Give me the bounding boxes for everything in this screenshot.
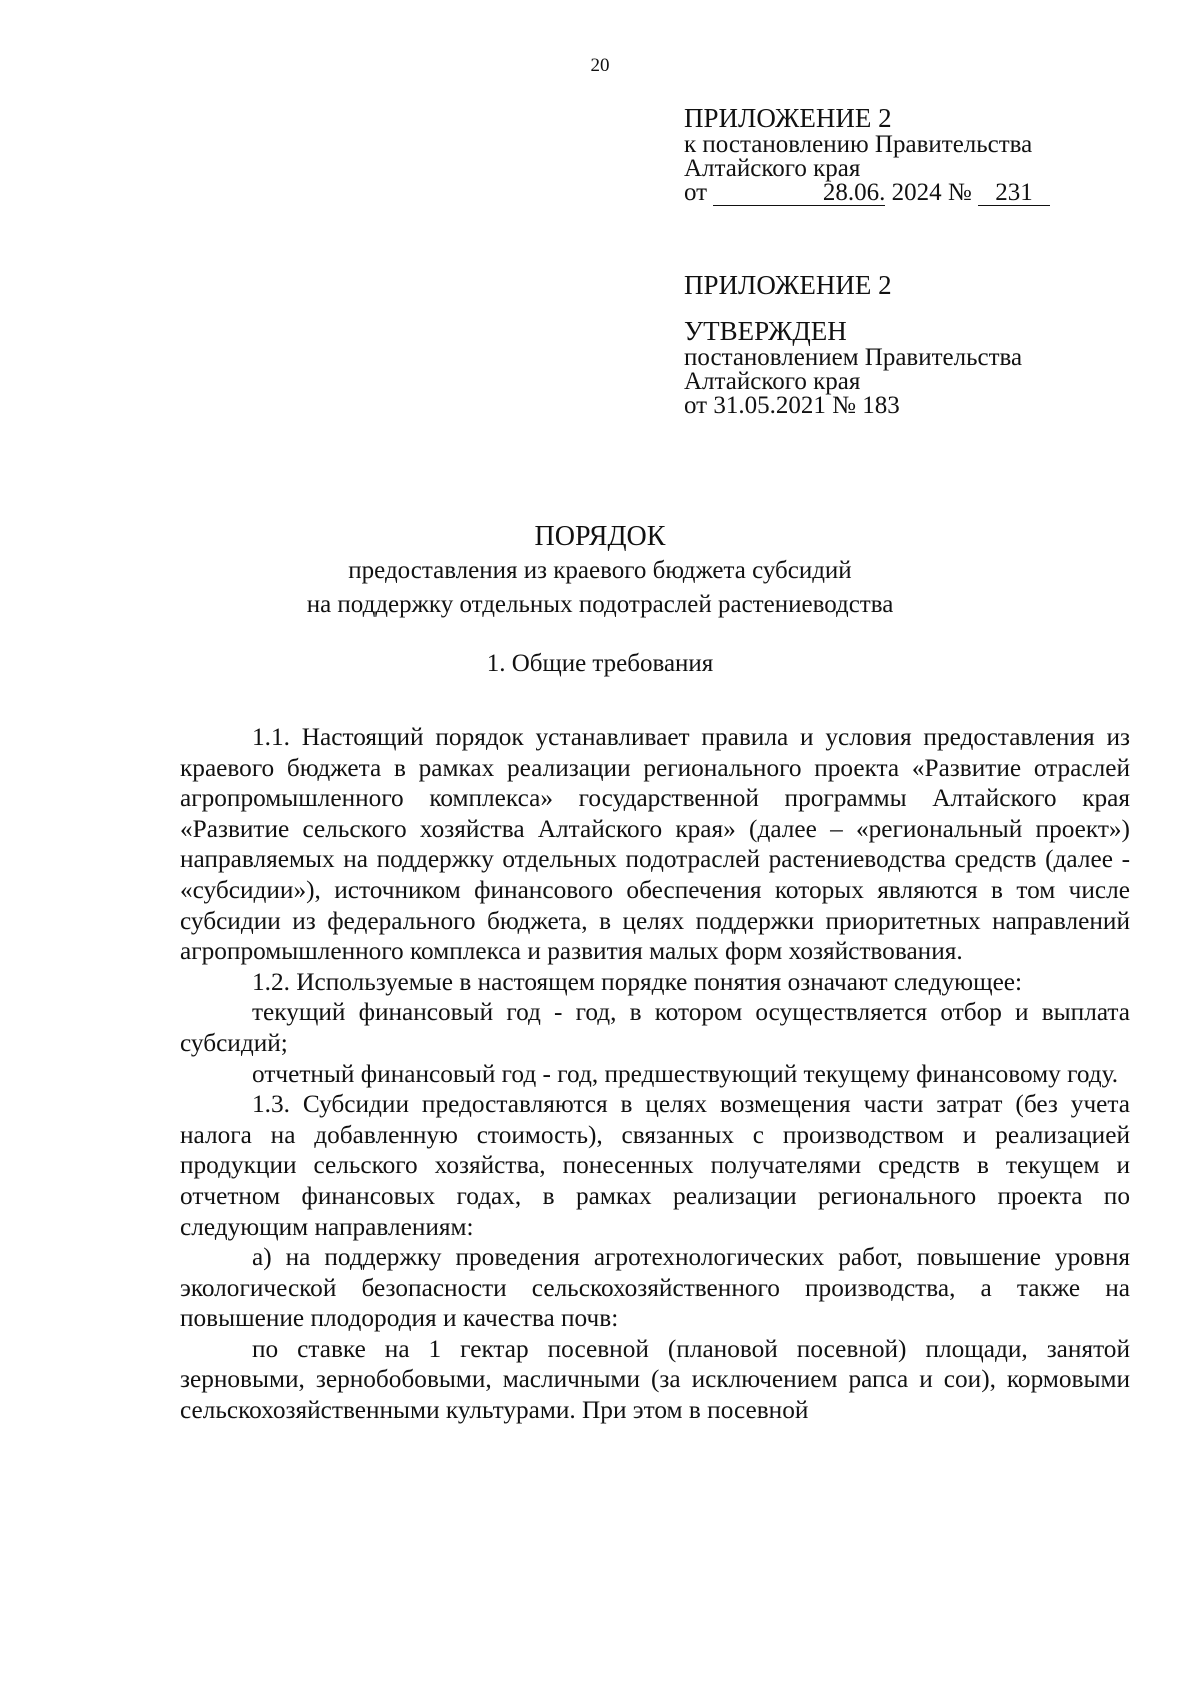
approved-label: УТВЕРЖДЕН: [684, 316, 847, 346]
paragraph-1-3: 1.3. Субсидии предоставляются в целях возмещения части затрат (без учета налога на добавленную стоимость), связанных с производством и реализацией продукции сельского хозяйства, понесенных получателями средств в текущем и отчетном финансовых годах, в рамках реализации регионального проекта по следующим направлениям:: [180, 1090, 1130, 1241]
approval-line-2: Алтайского края: [684, 368, 861, 395]
body-text: [180, 722, 1130, 1426]
approval-block: [684, 270, 1184, 418]
definition-current-year: текущий финансовый год - год, в котором осуществляется отбор и выплата субсидий;: [180, 998, 1130, 1057]
document-title: [0, 520, 1200, 622]
approval-appendix-title: ПРИЛОЖЕНИЕ 2: [684, 270, 892, 300]
year-number-label: 2024 №: [891, 179, 972, 206]
document-title-sub-1: предоставления из краевого бюджета субсидий: [348, 557, 852, 584]
approval-line-1: постановлением Правительства: [684, 344, 1023, 371]
approval-line-3: от 31.05.2021 № 183: [684, 392, 900, 419]
date-value: 28.06.: [713, 181, 885, 206]
appendix-header: [684, 103, 1184, 206]
appendix-line-2: Алтайского края: [684, 155, 861, 182]
paragraph-rate: по ставке на 1 гектар посевной (плановой посевной) площади, занятой зерновыми, зернобобовыми, масличными (за исключением рапса и сои), кормовыми сельскохозяйственными культурами. При этом в посевной: [180, 1334, 1130, 1425]
date-prefix: от: [684, 179, 708, 206]
paragraph-1-2: 1.2. Используемые в настоящем порядке понятия означают следующее:: [252, 967, 1023, 996]
appendix-line-1: к постановлению Правительства: [684, 131, 1033, 158]
paragraph-1-1: 1.1. Настоящий порядок устанавливает правила и условия предоставления из краевого бюджета в рамках реализации регионального проекта «Развитие отраслей агропромышленного комплекса» государственной программы Алтайского края «Развитие сельского хозяйства Алтайского края» (далее – «региональный проект») направляемых на поддержку отдельных подотраслей растениеводства средств (далее - «субсидии»), источником финансового обеспечения которых являются в том числе субсидии из федерального бюджета, в целях поддержки приоритетных направлений агропромышленного комплекса и развития малых форм хозяйствования.: [180, 723, 1130, 966]
section-heading: 1. Общие требования: [486, 650, 714, 677]
page-number: 20: [590, 55, 610, 76]
appendix-date-line: [684, 181, 1184, 206]
document-title-sub-2: на поддержку отдельных подотраслей растениеводства: [306, 591, 894, 618]
appendix-title: ПРИЛОЖЕНИЕ 2: [684, 103, 892, 133]
paragraph-a: а) на поддержку проведения агротехнологических работ, повышение уровня экологической безопасности сельскохозяйственного производства, а также на повышение плодородия и качества почв:: [180, 1243, 1130, 1333]
document-title-main: ПОРЯДОК: [534, 521, 666, 552]
definition-reporting-year: отчетный финансовый год - год, предшествующий текущему финансовому году.: [252, 1059, 1119, 1088]
document-number: 231: [978, 181, 1050, 206]
